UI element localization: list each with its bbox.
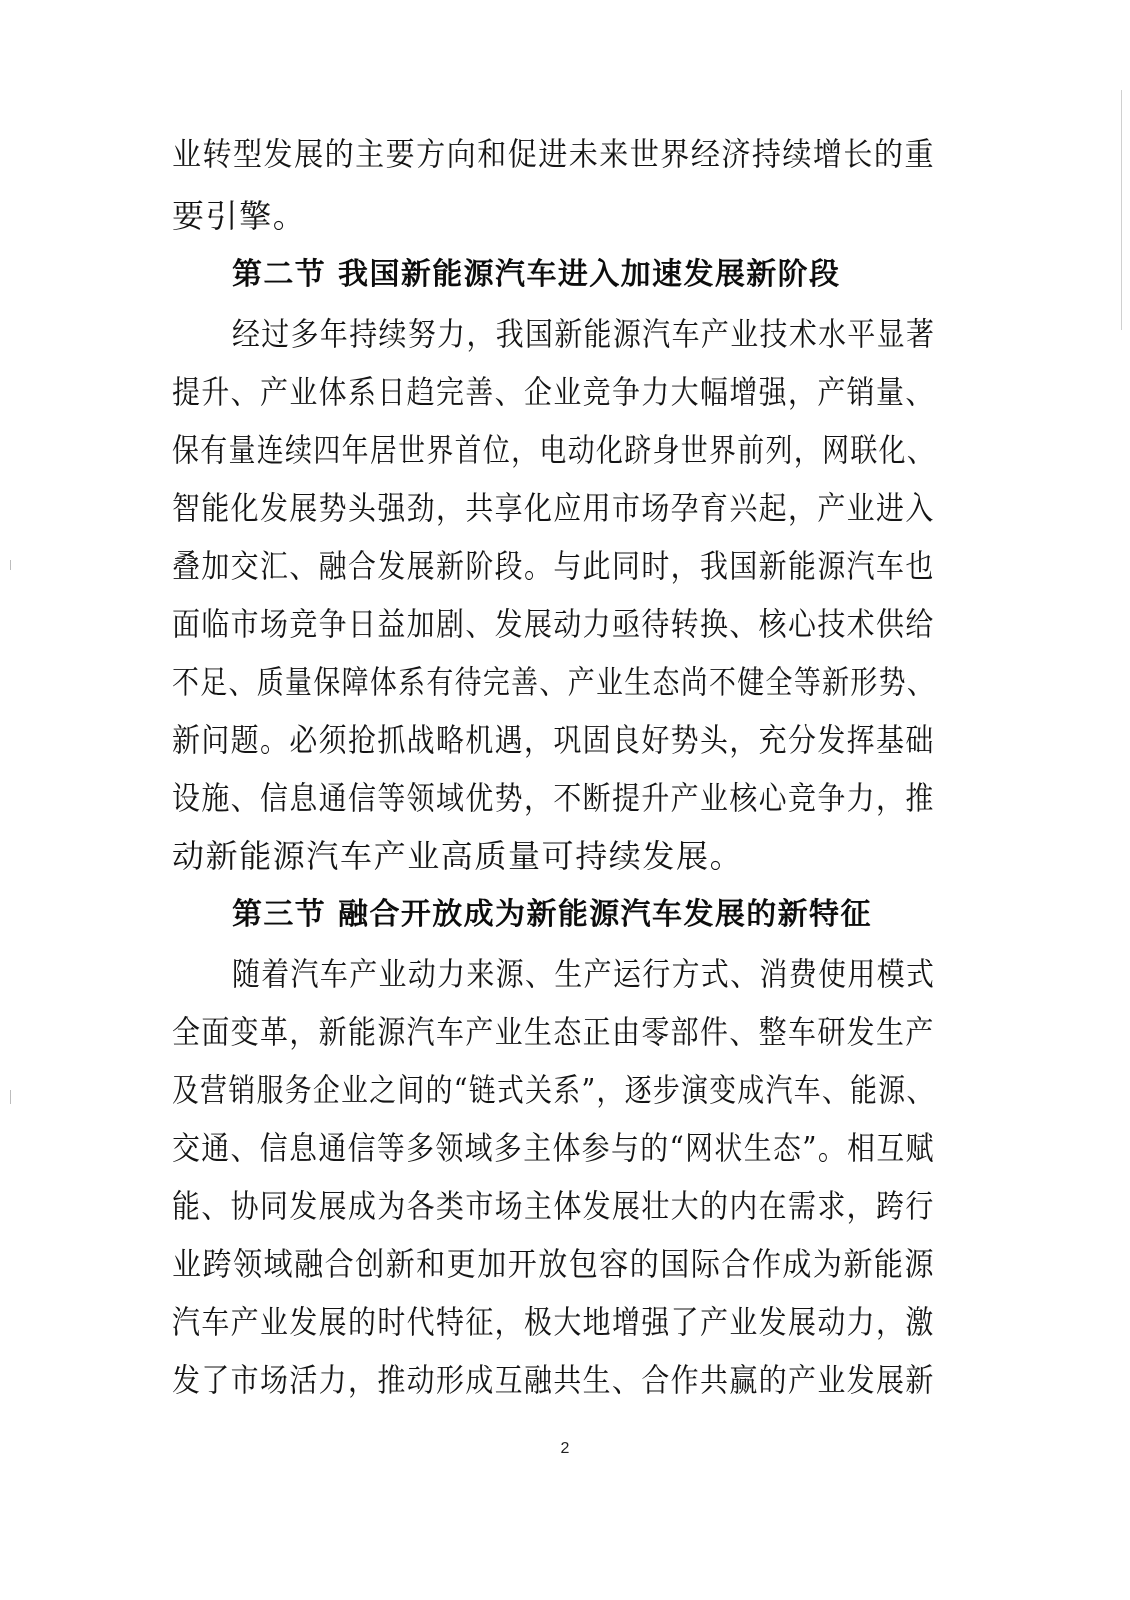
section-heading: 第二节 我国新能源汽车进入加速发展新阶段 — [232, 257, 841, 292]
paragraph-line: 面临市场竞争日益加剧、发展动力亟待转换、核心技术供给 — [172, 605, 935, 643]
paragraph-line: 全面变革，新能源汽车产业生态正由零部件、整车研发生产 — [172, 1013, 935, 1051]
paragraph-line: 叠加交汇、融合发展新阶段。与此同时，我国新能源汽车也 — [172, 547, 935, 585]
paragraph-line: 要引擎。 — [172, 197, 307, 235]
scan-artifact — [10, 560, 11, 570]
paragraph-line: 不足、质量保障体系有待完善、产业生态尚不健全等新形势、 — [172, 663, 936, 701]
scan-artifact — [10, 1090, 11, 1104]
paragraph-line: 汽车产业发展的时代特征，极大地增强了产业发展动力，激 — [172, 1303, 935, 1341]
paragraph-line: 能、协同发展成为各类市场主体发展壮大的内在需求，跨行 — [172, 1187, 935, 1225]
paragraph-line: 智能化发展势头强劲，共享化应用市场孕育兴起，产业进入 — [172, 489, 935, 527]
paragraph-line: 交通、信息通信等多领域多主体参与的“网状生态”。相互赋 — [172, 1129, 935, 1167]
paragraph-line: 随着汽车产业动力来源、生产运行方式、消费使用模式 — [232, 955, 936, 993]
paragraph-line: 提升、产业体系日趋完善、企业竞争力大幅增强，产销量、 — [172, 373, 935, 411]
scan-artifact — [1121, 90, 1122, 330]
paragraph-line: 动新能源汽车产业高质量可持续发展。 — [172, 837, 744, 875]
paragraph-line: 发了市场活力，推动形成互融共生、合作共赢的产业发展新 — [172, 1361, 935, 1399]
page-number: 2 — [560, 1440, 570, 1457]
paragraph-line: 业转型发展的主要方向和促进未来世界经济持续增长的重 — [172, 135, 935, 173]
paragraph-line: 保有量连续四年居世界首位，电动化跻身世界前列，网联化、 — [172, 431, 936, 469]
section-heading: 第三节 融合开放成为新能源汽车发展的新特征 — [232, 897, 872, 932]
paragraph-line: 及营销服务企业之间的“链式关系”，逐步演变成汽车、能源、 — [172, 1071, 935, 1109]
paragraph-line: 经过多年持续努力，我国新能源汽车产业技术水平显著 — [232, 315, 936, 353]
paragraph-line: 设施、信息通信等领域优势，不断提升产业核心竞争力，推 — [172, 779, 935, 817]
paragraph-line: 新问题。必须抢抓战略机遇，巩固良好势头，充分发挥基础 — [172, 721, 935, 759]
paragraph-line: 业跨领域融合创新和更加开放包容的国际合作成为新能源 — [172, 1245, 935, 1283]
